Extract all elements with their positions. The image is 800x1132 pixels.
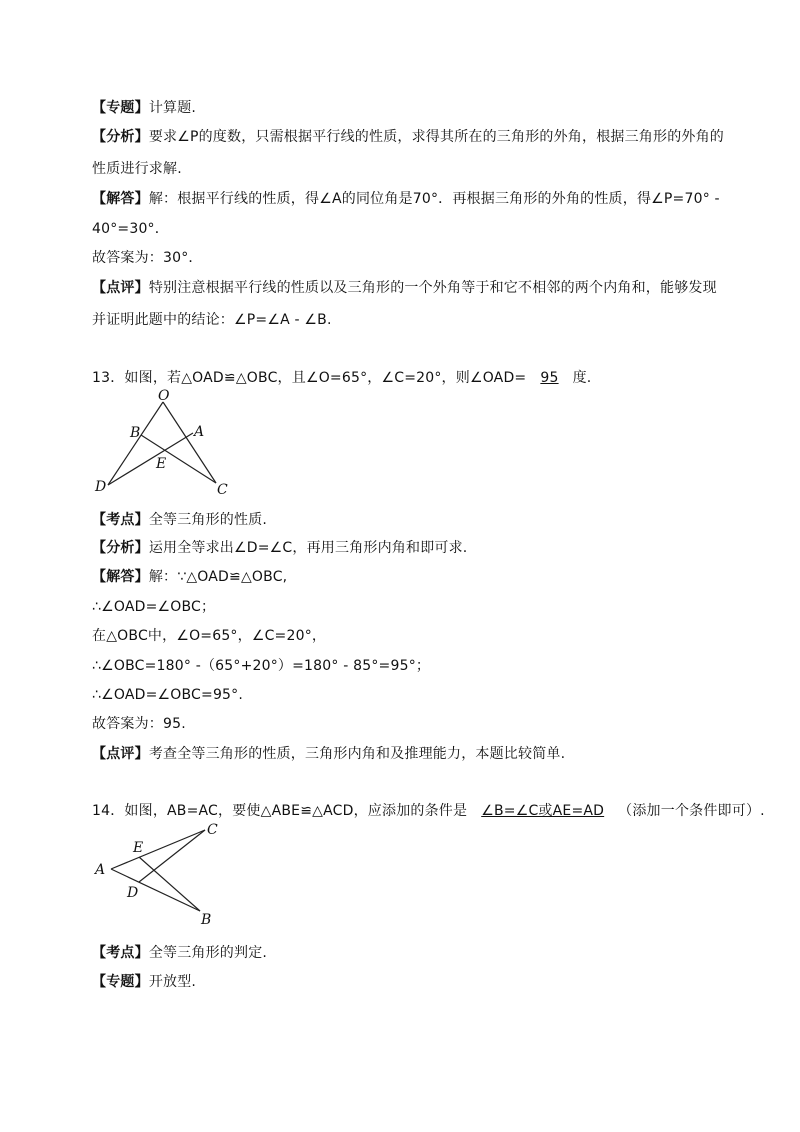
s12-analysis-line-2: 性质进行求解. (92, 161, 182, 177)
q14-segment-AC (111, 830, 205, 869)
q14-label-E: E (133, 840, 144, 856)
q13-point-line (92, 510, 732, 530)
q13-comment-text: 考查全等三角形的性质，三角形内角和及推理能力，本题比较简单. (148, 746, 566, 762)
q14-stem-before: 14．如图，AB=AC，要使△ABE≌△ACD，应添加的条件是 (92, 803, 468, 819)
q13-label-O: O (158, 388, 170, 404)
q14-triangle-diagram (90, 820, 230, 926)
q13-solution-step: 在△OBC中，∠O=65°，∠C=20°， (92, 628, 327, 644)
s12-analysis-line-1 (92, 127, 732, 147)
q14-label-A: A (95, 862, 106, 878)
q13-comment-line (92, 744, 732, 764)
s12-solution-line-1 (92, 189, 732, 209)
q13-analysis-tag: 【分析】 (92, 540, 149, 556)
q14-label-B: B (201, 912, 212, 926)
q14-answer-blank: ∠B=∠C或AE=AD (481, 803, 605, 819)
q14-label-C: C (207, 822, 218, 838)
q13-solution-line (92, 567, 732, 587)
q13-label-E: E (156, 456, 167, 472)
s12-solution-line-2: 40°=30°． (92, 221, 169, 237)
q14-label-D: D (127, 885, 139, 901)
s12-comment-tag: 【点评】 (92, 280, 149, 296)
q13-solution-step: ∴∠OAD=∠OBC=95°. (92, 687, 244, 703)
q14-topic-line (92, 972, 732, 992)
q13-analysis-text: 运用全等求出∠D=∠C，再用三角形内角和即可求. (148, 540, 468, 556)
q14-stem-after: （添加一个条件即可）. (618, 803, 765, 819)
q13-solution-step: ∴∠OAD=∠OBC； (92, 599, 216, 615)
q13-label-D: D (95, 479, 107, 495)
s12-topic-text: 计算题. (148, 100, 197, 116)
s12-solution-tag: 【解答】 (92, 191, 149, 207)
q13-solution-text: 解：∵△OAD≌△OBC, (148, 569, 288, 585)
s12-comment-line-2: 并证明此题中的结论：∠P=∠A - ∠B. (92, 312, 332, 328)
q14-point-text: 全等三角形的判定. (148, 945, 268, 961)
q14-topic-tag: 【专题】 (92, 974, 149, 990)
q13-point-text: 全等三角形的性质. (148, 512, 268, 528)
q13-label-B: B (130, 425, 141, 441)
q14-segment-DC (139, 830, 205, 882)
q13-stem-before: 13．如图，若△OAD≌△OBC，且∠O=65°，∠C=20°，则∠OAD= (92, 370, 527, 386)
q14-segment-EB (139, 857, 200, 911)
s12-comment-text-1: 特别注意根据平行线的性质以及三角形的一个外角等于和它不相邻的两个内角和，能够发现 (148, 280, 717, 296)
s12-topic-line (92, 98, 732, 118)
q14-point-tag: 【考点】 (92, 945, 149, 961)
q13-answer-blank: 95 (540, 370, 559, 386)
q13-triangle-diagram (90, 388, 240, 500)
q14-topic-text: 开放型. (148, 974, 197, 990)
s12-answer: 故答案为：30°． (92, 250, 203, 266)
q13-segment-OC (163, 402, 216, 483)
q13-point-tag: 【考点】 (92, 512, 149, 528)
s12-analysis-text-1: 要求∠P的度数，只需根据平行线的性质，求得其所在的三角形的外角，根据三角形的外角的 (148, 129, 725, 145)
q14-segment-AB (111, 869, 200, 911)
q14-figure (90, 820, 230, 926)
q13-solution-tag: 【解答】 (92, 569, 149, 585)
s12-topic-tag: 【专题】 (92, 100, 149, 116)
q13-stem (92, 368, 732, 388)
q14-stem (92, 801, 765, 821)
q13-solution-step: ∴∠OBC=180° -（65°+20°）=180° - 85°=95°； (92, 658, 431, 674)
q13-figure (90, 388, 240, 500)
q13-label-C: C (217, 482, 228, 498)
q13-answer: 故答案为：95. (92, 716, 186, 732)
s12-analysis-tag: 【分析】 (92, 129, 149, 145)
q14-point-line (92, 943, 732, 963)
q13-analysis-line (92, 538, 732, 558)
q13-label-A: A (194, 424, 205, 440)
s12-solution-text-1: 解：根据平行线的性质，得∠A的同位角是70°．再根据三角形的外角的性质，得∠P=70° - (148, 191, 720, 207)
q13-stem-after: 度. (572, 370, 592, 386)
q13-comment-tag: 【点评】 (92, 746, 149, 762)
s12-comment-line-1 (92, 278, 732, 298)
